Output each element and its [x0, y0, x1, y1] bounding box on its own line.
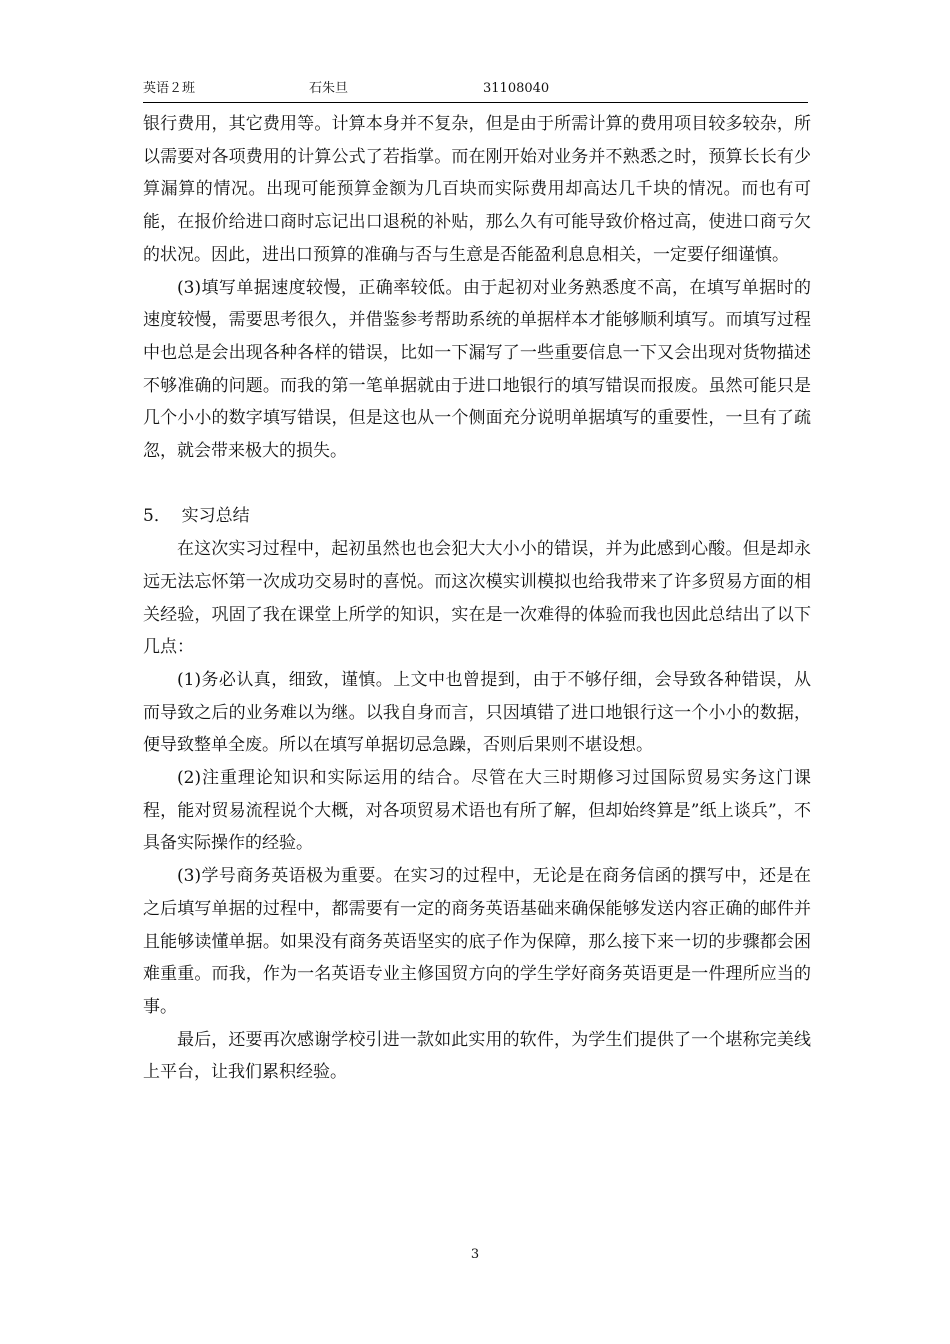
paragraph-lesson-1: (1)务必认真，细致，谨慎。上文中也曾提到，由于不够仔细，会导致各种错误，从而导致之后的业务难以为继。以我自身而言，只因填错了进口地银行这一个小小的数据，便导致整单全废。所以在填写单据切忌急躁，否则后果则不堪设想。	[143, 669, 811, 756]
paragraph-lesson-3: (3)学号商务英语极为重要。在实习的过程中，无论是在商务信函的撰写中，还是在之后填写单据的过程中，都需要有一定的商务英语基础来确保能够发送内容正确的邮件并且能够读懂单据。如果没有商务英语坚实的底子作为保障，那么接下来一切的步骤都会困难重重。而我，作为一名英语专业主修国贸方向的学生学好商务英语更是一件理所应当的事。	[143, 866, 811, 1017]
blank-line	[143, 468, 811, 501]
header-class-name: 英语２班	[143, 81, 196, 96]
header-student-name: 石朱旦	[309, 81, 349, 96]
paragraph-lesson-2: (2)注重理论知识和实际运用的结合。尽管在大三时期修习过国际贸易实务这门课程，能对贸易流程说个大概，对各项贸易术语也有所了解，但却始终算是”纸上谈兵”，不具备实际操作的经验。	[143, 768, 811, 854]
paragraph-continuation: 银行费用，其它费用等。计算本身并不复杂，但是由于所需计算的费用项目较多较杂，所以需要对各项费用的计算公式了若指掌。而在刚开始对业务并不熟悉之时，预算长长有少算漏算的情况。出现可能预算金额为几百块而实际费用却高达几千块的情况。而也有可能，在报价给进口商时忘记出口退税的补贴，那么久有可能导致价格过高，使进口商亏欠的状况。因此，进出口预算的准确与否与生意是否能盈利息息相关，一定要仔细谨慎。	[143, 114, 811, 265]
page-header	[143, 80, 808, 103]
document-body	[143, 108, 811, 1089]
paragraph-point-3-documents: (3)填写单据速度较慢，正确率较低。由于起初对业务熟悉度不高，在填写单据时的速度较慢，需要思考很久，并借鉴参考帮助系统的单据样本才能够顺利填写。而填写过程中也总是会出现各种各样的错误，比如一下漏写了一些重要信息一下又会出现对货物描述不够准确的问题。而我的第一笔单据就由于进口地银行的填写错误而报废。虽然可能只是几个小小的数字填写错误，但是这也从一个侧面充分说明单据填写的重要性，一旦有了疏忽，就会带来极大的损失。	[143, 277, 811, 462]
paragraph-closing: 最后，还要再次感谢学校引进一款如此实用的软件，为学生们提供了一个堪称完美线上平台，让我们累积经验。	[143, 1029, 811, 1083]
header-student-id: 31108040	[483, 81, 550, 96]
paragraph-summary-intro: 在这次实习过程中，起初虽然也也会犯大大小小的错误，并为此感到心酸。但是却永远无法忘怀第一次成功交易时的喜悦。而这次模实训模拟也给我带来了许多贸易方面的相关经验，巩固了我在课堂上所学的知识，实在是一次难得的体验而我也因此总结出了以下几点：	[143, 539, 811, 658]
page-number: 3	[470, 1247, 480, 1262]
section-heading: 5． 实习总结	[143, 506, 250, 527]
